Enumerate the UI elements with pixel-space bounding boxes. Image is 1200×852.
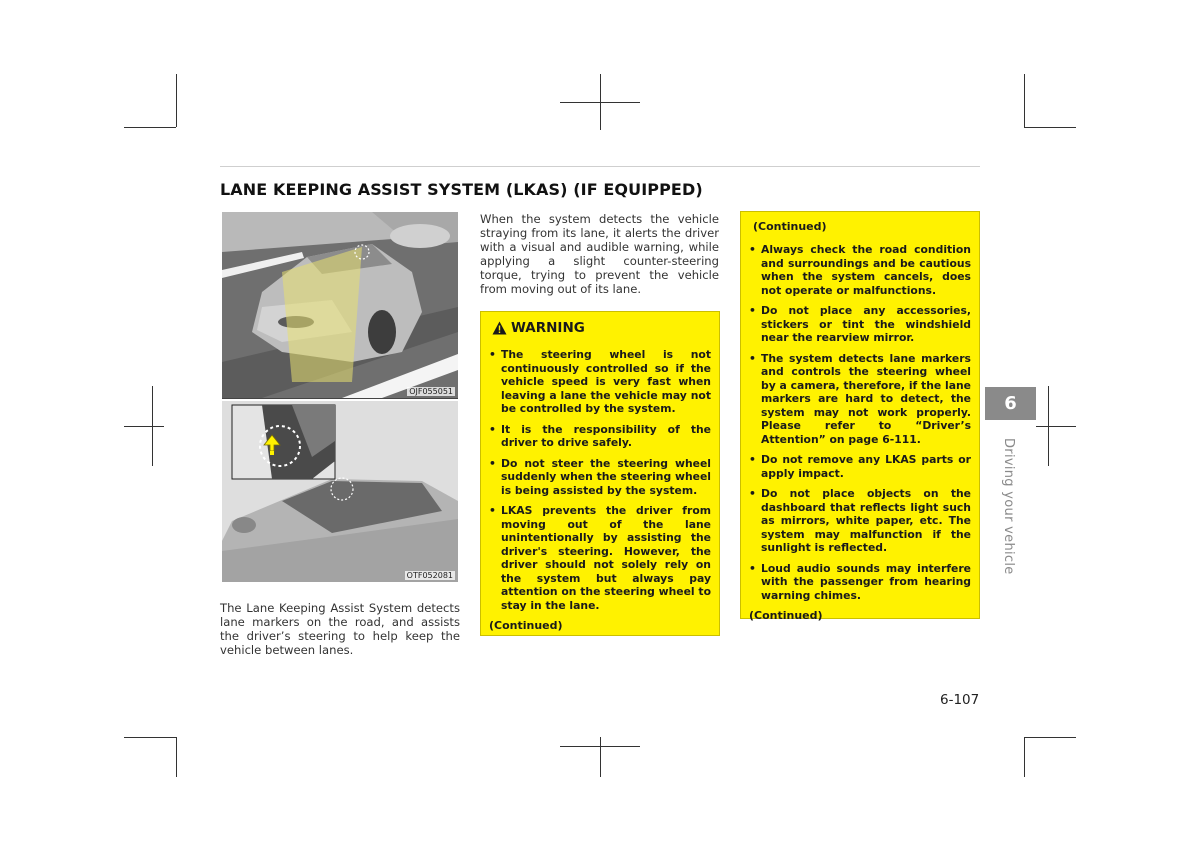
car-illustration [222,212,458,398]
registration-mark [152,386,153,466]
registration-mark [1048,386,1049,466]
crop-mark [1024,737,1076,738]
list-item: • The steering wheel is not continuously controlled so if the vehicle speed is very fast when leaving a lane the vehicle may not be controlled by the system. [489,348,711,416]
crop-mark [176,74,177,127]
list-item: • It is the responsibility of the driver to drive safely. [489,423,711,450]
continued-warning-box [740,211,980,622]
list-item: • Loud audio sounds may interfere with the passenger from hearing warning chimes. [749,562,971,603]
continued-label: (Continued) [489,619,563,632]
warning-triangle-icon [492,321,507,335]
list-item: • Do not place objects on the dashboard that reflects light such as mirrors, white paper, etc. The system may malfunction if the sunlight is reflected. [749,487,971,555]
warning-list [489,348,711,612]
intro-paragraph: The Lane Keeping Assist System detects lane markers on the road, and assists the driver’s steering to help keep the vehicle between lanes. [220,601,460,657]
crop-mark [176,737,177,777]
crop-mark [1024,74,1025,127]
registration-mark [600,74,601,130]
list-item: • Always check the road condition and surroundings and be cautious when the system cancels, does not operate or malfunctions. [749,243,971,297]
list-item: • The system detects lane markers and controls the steering wheel by a camera, therefore, if the lane markers are hard to detect, the system may not work properly. Please refer to “Driver’s Attention” on page 6-111. [749,352,971,447]
crop-mark [1024,737,1025,777]
figure-divider [222,398,458,399]
chapter-tab: 6 [985,387,1036,420]
figure-code: OJF055051 [409,387,453,396]
figure-lkas-car [222,212,458,398]
crop-mark [1024,127,1076,128]
chapter-label: Driving your vehicle [1001,438,1016,575]
continued-warning-list [749,243,971,602]
list-item: • Do not place any accessories, stickers or tint the windshield near the rearview mirror. [749,304,971,345]
windshield-illustration [222,401,458,582]
description-paragraph: When the system detects the vehicle straying from its lane, it alerts the driver with a visual and audible warning, while applying a slight counter-steering torque, trying to prevent the vehicle from moving out of its lane. [480,212,719,296]
list-item: • LKAS prevents the driver from moving out of the lane unintentionally by assisting the driver's steering. However, the driver should not solely rely on the system but always pay attention on the steering wheel to stay in the lane. [489,504,711,612]
page-number: 6-107 [940,692,980,708]
header-rule [220,166,980,167]
list-item: • Do not remove any LKAS parts or apply impact. [749,453,971,480]
registration-mark [600,737,601,777]
warning-heading [492,320,711,336]
figure-lkas-camera [222,401,458,582]
crop-mark [124,127,176,128]
crop-mark [124,737,176,738]
figure-code: OTF052081 [406,571,453,580]
continued-label: (Continued) [749,609,823,622]
registration-mark [124,426,164,427]
registration-mark [1036,426,1076,427]
warning-box [480,311,720,636]
continued-label: (Continued) [753,220,827,233]
list-item: • Do not steer the steering wheel suddenly when the steering wheel is being assisted by the system. [489,457,711,498]
warning-heading-text: WARNING [511,320,585,336]
page-title: LANE KEEPING ASSIST SYSTEM (LKAS) (IF EQUIPPED) [220,180,703,199]
